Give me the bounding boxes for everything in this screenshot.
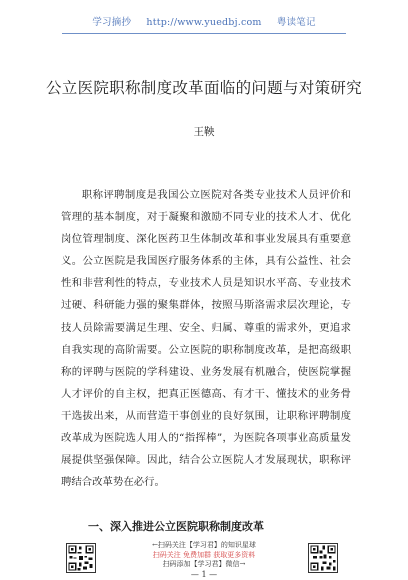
- qr-code-right[interactable]: [308, 543, 338, 573]
- page-header: [0, 14, 408, 28]
- section-heading: 一、深入推进公立医院职称制度改革: [88, 520, 264, 533]
- document-title: 公立医院职称制度改革面临的问题与对策研究: [45, 79, 362, 97]
- brand-name: 粤读笔记: [276, 17, 316, 28]
- site-url-link[interactable]: http://www.yuedbj.com: [146, 17, 262, 28]
- document-body: [61, 184, 351, 493]
- promo-line-group: 扫码关注 免费加群 获取更多资料: [152, 550, 256, 559]
- promo-line-wechat: 扫码添加【学习君】微信→: [162, 560, 246, 569]
- header-divider: [62, 33, 346, 34]
- qr-code-icon: [309, 544, 337, 572]
- body-paragraph: 职称评聘制度是我国公立医院对各类专业技术人员评价和管理的基本制度，对于凝聚和激励不同专业的技术人才、优化岗位管理制度、深化医药卫生体制改革和事业发展具有重要意义。公立医院是我国医疗服务体系的主体，具有公益性、社会性和非营利性的特点，专业技术人员是知识水平高、专业技术过硬、科研能力强的聚集群体，按照马斯洛需求层次理论，专技人员除需要满足生理、安全、归属、尊重的需求外，更追求自我实现的高阶需要。公立医院的职称制度改革，是把高级职称的评聘与医院的学科建设、业务发展有机融合，使医院掌握人才评价的自主权，把真正医德高、有才干、懂技术的业务骨干选拔出来，从而营造干事创业的良好氛围，让职称评聘制度改革成为医院选人用人的“指挥棒”，为医院各项事业高质量发展提供坚强保障。因此，结合公立医院人才发展现状，职称评聘结合改革势在必行。: [61, 189, 351, 489]
- promo-line-star: ←扫码关注【学习君】的知识星球: [152, 541, 256, 549]
- promo-text: [0, 541, 408, 570]
- site-name: 学习摘抄: [92, 17, 132, 28]
- document-author: 王鞅: [193, 126, 215, 138]
- page-number: — 1 —: [190, 570, 218, 579]
